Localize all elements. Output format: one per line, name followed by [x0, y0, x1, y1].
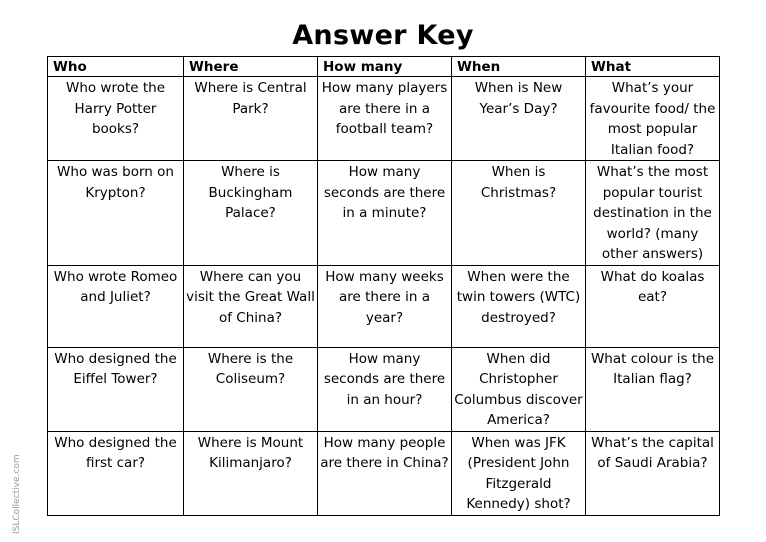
header-who: Who — [48, 57, 184, 77]
cell-when: When is Christmas? — [452, 161, 586, 266]
table-row — [48, 431, 720, 515]
cell-who: Who was born on Krypton? — [48, 161, 184, 266]
page-title: Answer Key — [292, 20, 474, 51]
cell-what: What’s the capital of Saudi Arabia? — [586, 431, 720, 515]
table-row — [48, 347, 720, 431]
watermark-text: ISLCollective.com — [12, 454, 22, 534]
cell-who: Who designed the first car? — [48, 431, 184, 515]
table-row — [48, 265, 720, 347]
header-how-many: How many — [318, 57, 452, 77]
cell-how-many: How many players are there in a football team? — [318, 77, 452, 161]
cell-what: What colour is the Italian flag? — [586, 347, 720, 431]
header-what: What — [586, 57, 720, 77]
header-row — [48, 57, 720, 77]
watermark — [12, 438, 26, 538]
cell-who: Who designed the Eiffel Tower? — [48, 347, 184, 431]
cell-where: Where is Buckingham Palace? — [184, 161, 318, 266]
table-row — [48, 161, 720, 266]
cell-when: When were the twin towers (WTC) destroyed? — [452, 265, 586, 347]
cell-when: When did Christopher Columbus discover America? — [452, 347, 586, 431]
cell-where: Where is Central Park? — [184, 77, 318, 161]
cell-when: When was JFK (President John Fitzgerald Kennedy) shot? — [452, 431, 586, 515]
cell-who: Who wrote Romeo and Juliet? — [48, 265, 184, 347]
header-where: Where — [184, 57, 318, 77]
cell-what: What’s your favourite food/ the most popular Italian food? — [586, 77, 720, 161]
cell-where: Where is the Coliseum? — [184, 347, 318, 431]
cell-how-many: How many seconds are there in a minute? — [318, 161, 452, 266]
cell-how-many: How many seconds are there in an hour? — [318, 347, 452, 431]
cell-who: Who wrote the Harry Potter books? — [48, 77, 184, 161]
cell-where: Where can you visit the Great Wall of China? — [184, 265, 318, 347]
cell-when: When is New Year’s Day? — [452, 77, 586, 161]
cell-what: What do koalas eat? — [586, 265, 720, 347]
table-row — [48, 77, 720, 161]
cell-where: Where is Mount Kilimanjaro? — [184, 431, 318, 515]
cell-how-many: How many people are there in China? — [318, 431, 452, 515]
cell-how-many: How many weeks are there in a year? — [318, 265, 452, 347]
cell-what: What’s the most popular tourist destination in the world? (many other answers) — [586, 161, 720, 266]
answer-key-table — [47, 56, 720, 516]
header-when: When — [452, 57, 586, 77]
